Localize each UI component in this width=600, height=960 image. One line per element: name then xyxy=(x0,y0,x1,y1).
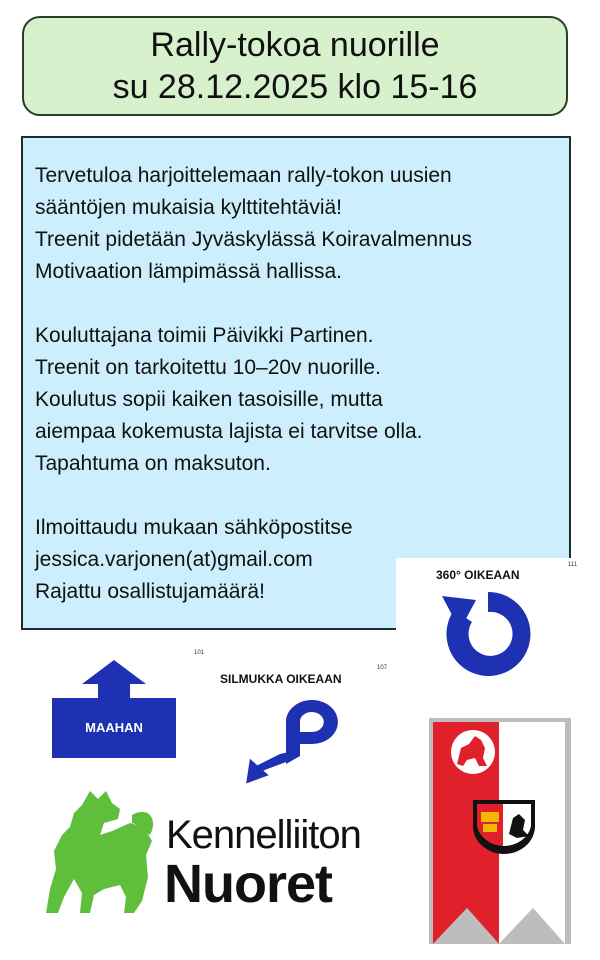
sign-360-oikeaan xyxy=(396,558,582,682)
text-line: aiempaa kokemusta lajista ei tarvitse olla. xyxy=(35,420,423,443)
logo-line-2: Nuoret xyxy=(164,854,332,914)
text-line: Treenit pidetään Jyväskylässä Koiravalmennus xyxy=(35,228,472,251)
text-line: Rajattu osallistujamäärä! xyxy=(35,580,265,603)
kennelliiton-nuoret-logo xyxy=(40,785,390,920)
loop-arrow-icon xyxy=(240,694,360,786)
paragraph-welcome xyxy=(35,160,559,288)
sign-maahan xyxy=(44,650,204,762)
sign-silmukka-oikeaan xyxy=(200,660,400,790)
text-line: Tapahtuma on maksuton. xyxy=(35,452,271,475)
sign-maahan-label: MAAHAN xyxy=(85,720,143,735)
sign-loop-number: 107 xyxy=(377,665,388,671)
paragraph-trainer xyxy=(35,320,559,480)
circular-arrow-icon xyxy=(438,586,538,682)
banner-emblem-icon xyxy=(429,718,571,944)
email-address: jessica.varjonen(at)gmail.com xyxy=(35,548,313,571)
sign-loop-label: SILMUKKA OIKEAAN xyxy=(220,672,342,686)
text-line: Tervetuloa harjoittelemaan rally-tokon uusien xyxy=(35,164,452,187)
sign-360-label: 360° OIKEAAN xyxy=(436,568,520,582)
heraldic-banner xyxy=(429,718,571,944)
text-line: Kouluttajana toimii Päivikki Partinen. xyxy=(35,324,374,347)
down-arrow-icon xyxy=(50,658,178,758)
text-line: Treenit on tarkoitettu 10–20v nuorille. xyxy=(35,356,381,379)
text-line: sääntöjen mukaisia kylttitehtäviä! xyxy=(35,196,342,219)
text-line: Ilmoittaudu mukaan sähköpostitse xyxy=(35,516,353,539)
text-line: Koulutus sopii kaiken tasoisille, mutta xyxy=(35,388,383,411)
sign-maahan-number: 101 xyxy=(194,650,205,656)
dog-silhouette-icon xyxy=(40,785,160,917)
title-line-2: su 28.12.2025 klo 15-16 xyxy=(112,68,478,106)
title-line-1: Rally-tokoa nuorille xyxy=(150,26,440,64)
sign-360-number: 111 xyxy=(568,562,578,568)
info-box xyxy=(21,136,571,630)
logo-line-1: Kennelliiton xyxy=(166,813,361,857)
text-line: Motivaation lämpimässä hallissa. xyxy=(35,260,342,283)
title-box xyxy=(22,16,568,116)
